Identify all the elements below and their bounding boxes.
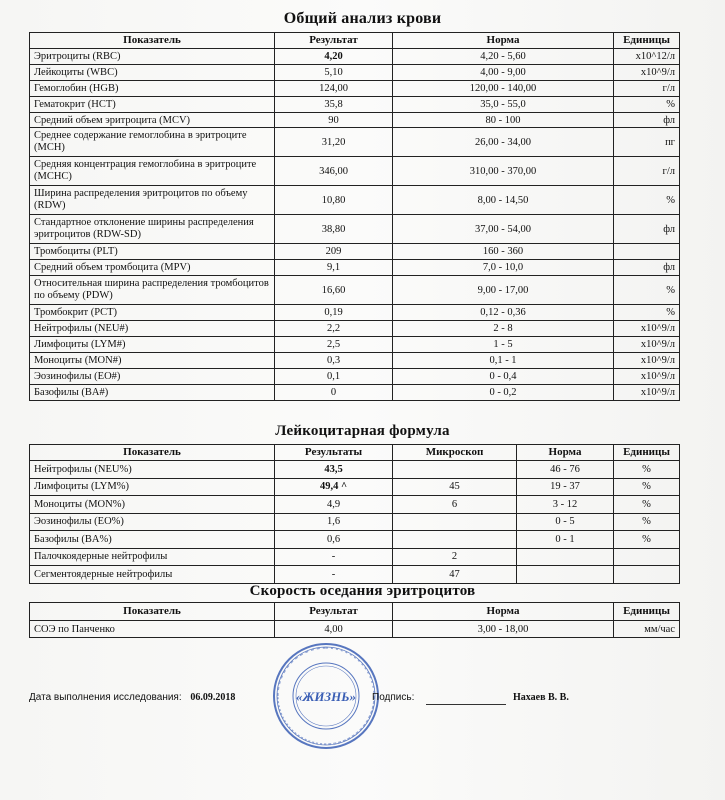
header-result: Результат [275,603,393,621]
unit: х10^9/л [614,64,680,80]
section-title-blood-analysis: Общий анализ крови [283,10,442,27]
unit: % [614,531,680,549]
result-value: 2,5 [275,337,393,353]
result-value: 124,00 [275,80,393,96]
table-row [30,80,680,96]
unit: фл [614,260,680,276]
result-value: 49,4 ^ [275,478,393,496]
indicator-name: Моноциты (MON#) [30,352,275,368]
header-result: Результат [275,33,393,49]
norm-range: 0 - 5 [517,513,614,531]
result-value: 346,00 [275,157,393,186]
table-row [30,478,680,496]
indicator-name: Палочкоядерные нейтрофилы [30,548,275,566]
unit: пг [614,128,680,157]
indicator-name: Ширина распределения эритроцитов по объему (RDW) [30,186,275,215]
norm-range: 160 - 360 [393,244,614,260]
result-value: 1,6 [275,513,393,531]
unit [614,244,680,260]
esr-table [29,602,680,638]
unit: % [614,96,680,112]
header-results: Результаты [275,445,393,461]
indicator-name: Сегментоядерные нейтрофилы [30,566,275,584]
microscope-value: 45 [393,478,517,496]
unit [614,548,680,566]
table-row [30,112,680,128]
indicator-name: Гематокрит (HCT) [30,96,275,112]
norm-range: 4,00 - 9,00 [393,64,614,80]
norm-range: 1 - 5 [393,337,614,353]
indicator-name: Эозинофилы (EO%) [30,513,275,531]
indicator-name: Тромбоциты (PLT) [30,244,275,260]
result-value: 90 [275,112,393,128]
table-row [30,260,680,276]
norm-range: 26,00 - 34,00 [393,128,614,157]
unit: х10^9/л [614,368,680,384]
header-indicator: Показатель [30,603,275,621]
table-row [30,128,680,157]
norm-range: 120,00 - 140,00 [393,80,614,96]
unit: х10^12/л [614,49,680,65]
unit: % [614,305,680,321]
indicator-name: Тромбокрит (PCT) [30,305,275,321]
result-value: 16,60 [275,276,393,305]
unit: х10^9/л [614,352,680,368]
table-row [30,352,680,368]
header-norm: Норма [517,445,614,461]
microscope-value [393,513,517,531]
result-value: 38,80 [275,215,393,244]
indicator-name: Лимфоциты (LYM#) [30,337,275,353]
table-row [30,548,680,566]
signer-name: Нахаев В. В. [513,692,569,703]
unit: % [614,461,680,479]
microscope-value: 6 [393,496,517,514]
unit: % [614,513,680,531]
header-norm: Норма [393,603,614,621]
result-value: 0,1 [275,368,393,384]
unit: фл [614,112,680,128]
table-row [30,496,680,514]
header-microscope: Микроскоп [393,445,517,461]
result-value: 10,80 [275,186,393,215]
table-row [30,321,680,337]
indicator-name: Средний объем эритроцита (MCV) [30,112,275,128]
indicator-name: Гемоглобин (HGB) [30,80,275,96]
norm-range: 4,20 - 5,60 [393,49,614,65]
indicator-name: Моноциты (MON%) [30,496,275,514]
indicator-name: Базофилы (BA#) [30,384,275,400]
norm-range [517,566,614,584]
header-units: Единицы [614,33,680,49]
indicator-name: Нейтрофилы (NEU%) [30,461,275,479]
norm-range: 9,00 - 17,00 [393,276,614,305]
header-indicator: Показатель [30,33,275,49]
unit: г/л [614,157,680,186]
table-row [30,384,680,400]
table-row [30,531,680,549]
header-units: Единицы [614,603,680,621]
result-value: 31,20 [275,128,393,157]
signature-line [426,704,506,705]
table-row [30,215,680,244]
norm-range: 8,00 - 14,50 [393,186,614,215]
unit [614,566,680,584]
unit: х10^9/л [614,321,680,337]
section-title-leukocyte-formula: Лейкоцитарная формула [275,423,450,439]
norm-range: 37,00 - 54,00 [393,215,614,244]
table-row [30,513,680,531]
result-value: 0,6 [275,531,393,549]
microscope-value: 2 [393,548,517,566]
header-indicator: Показатель [30,445,275,461]
norm-range: 46 - 76 [517,461,614,479]
date-line [29,692,235,703]
unit: % [614,478,680,496]
result-value: 0,19 [275,305,393,321]
result-value: 35,8 [275,96,393,112]
norm-range: 0,12 - 0,36 [393,305,614,321]
blood-analysis-table [29,32,680,401]
result-value: 0 [275,384,393,400]
header-units: Единицы [614,445,680,461]
table-row [30,244,680,260]
unit: % [614,276,680,305]
table-row [30,368,680,384]
norm-range: 80 - 100 [393,112,614,128]
norm-range: 19 - 37 [517,478,614,496]
unit: г/л [614,80,680,96]
section-title-esr: Скорость оседания эритроцитов [249,583,476,599]
table-row [30,96,680,112]
organization-stamp [270,640,382,752]
table-row [30,49,680,65]
indicator-name: Средняя концентрация гемоглобина в эритроците (MCHC) [30,157,275,186]
result-value: 9,1 [275,260,393,276]
indicator-name: Эритроциты (RBC) [30,49,275,65]
result-value: 209 [275,244,393,260]
unit: х10^9/л [614,384,680,400]
date-label: Дата выполнения исследования: [29,692,182,703]
table-row [30,566,680,584]
indicator-name: Нейтрофилы (NEU#) [30,321,275,337]
microscope-value [393,461,517,479]
leukocyte-formula-table [29,444,680,584]
stamp-center-text: «ЖИЗНЬ» [295,689,357,704]
result-value: 4,20 [275,49,393,65]
norm-range: 0 - 1 [517,531,614,549]
indicator-name: Среднее содержание гемоглобина в эритроците (MCH) [30,128,275,157]
table-row [30,337,680,353]
result-value: 4,9 [275,496,393,514]
microscope-value [393,531,517,549]
norm-range: 35,0 - 55,0 [393,96,614,112]
norm-range: 2 - 8 [393,321,614,337]
table-row [30,186,680,215]
indicator-name: СОЭ по Панченко [30,621,275,638]
indicator-name: Стандартное отклонение ширины распределения эритроцитов (RDW-SD) [30,215,275,244]
result-value: 4,00 [275,621,393,638]
result-value: 43,5 [275,461,393,479]
date-value: 06.09.2018 [190,692,236,703]
result-value: - [275,566,393,584]
indicator-name: Эозинофилы (EO#) [30,368,275,384]
norm-range [517,548,614,566]
norm-range: 0 - 0,2 [393,384,614,400]
signature-label: Подпись: [372,692,415,703]
table-row [30,621,680,638]
table-row [30,64,680,80]
indicator-name: Лимфоциты (LYM%) [30,478,275,496]
norm-range: 7,0 - 10,0 [393,260,614,276]
table-row [30,461,680,479]
table-row [30,305,680,321]
norm-range: 3,00 - 18,00 [393,621,614,638]
header-norm: Норма [393,33,614,49]
norm-range: 3 - 12 [517,496,614,514]
microscope-value: 47 [393,566,517,584]
unit: % [614,186,680,215]
result-value: 2,2 [275,321,393,337]
result-value: 0,3 [275,352,393,368]
unit: х10^9/л [614,337,680,353]
table-row [30,276,680,305]
indicator-name: Относительная ширина распределения тромбоцитов по объему (PDW) [30,276,275,305]
unit: фл [614,215,680,244]
norm-range: 0 - 0,4 [393,368,614,384]
indicator-name: Средний объем тромбоцита (MPV) [30,260,275,276]
table-row [30,157,680,186]
indicator-name: Базофилы (BA%) [30,531,275,549]
indicator-name: Лейкоциты (WBC) [30,64,275,80]
norm-range: 310,00 - 370,00 [393,157,614,186]
result-value: 5,10 [275,64,393,80]
result-value: - [275,548,393,566]
unit: % [614,496,680,514]
norm-range: 0,1 - 1 [393,352,614,368]
unit: мм/час [614,621,680,638]
